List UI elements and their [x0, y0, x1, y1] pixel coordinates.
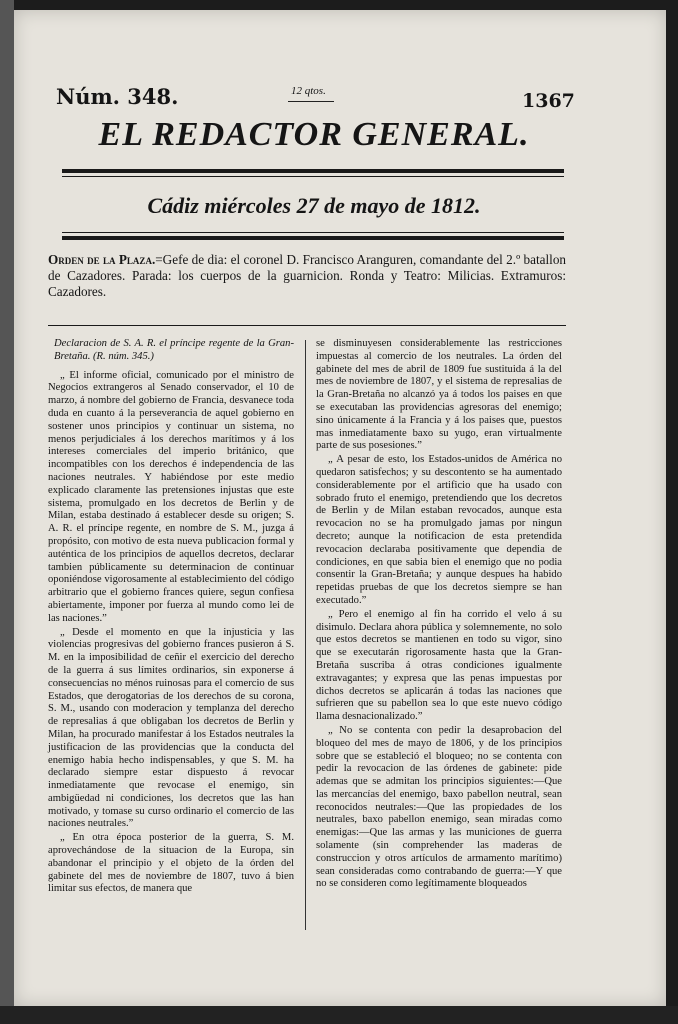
orden-de-la-plaza	[48, 252, 566, 300]
issue-number: Núm. 348.	[56, 84, 179, 109]
article-paragraph: „ A pesar de esto, los Estados-unidos de América no quedaron satisfechos; y su descontento se ha aumentado considerablemente por el artificio que ha usado con sobrado fruto el enemigo, pretendiendo que los decretos de Berlin y de Milan estaban revocados, aunque esta revocacion no se ha promulgado jamas por ningun decreto; aunque la notificacion de esta pretendida revocacion declaraba positivamente que dependia de condiciones, en que sabia bien el enemigo que no podia consentir la Gran-Bretaña; y aunque despues ha habido repetidas pruebas de que los decretos siempre se han executado.”	[316, 454, 562, 606]
article-paragraph: se disminuyesen considerablemente las restricciones impuestas al comercio de los neutrales. La órden del gabinete del mes de abril de 1809 fue sustituida á la del mes de noviembre de 1807, y el sistema de represalias de la Gran-Bretaña no alcanzó ya á todos los paises en que se executaban las providencias agresoras del enemigo; sino únicamente á la Francia y á los paises que, puestos mas inmediatamente baxo su yugo, eran virtualmente parte de sus posesiones.”	[316, 338, 562, 452]
page-bottom-shadow	[0, 1006, 678, 1024]
page-number: 1367	[522, 90, 575, 112]
orden-text: =Gefe de dia: el coronel D. Francisco Aranguren, comandante del 2.º batallon de Cazadores. Parada: los cuerpos de la guarnicion. Ronda y Teatro: Milicias. Extramuros: Cazadores.	[48, 252, 567, 299]
dateline: Cádiz miércoles 27 de mayo de 1812.	[147, 193, 481, 218]
orden-label: Orden de la Plaza.	[48, 252, 156, 267]
left-column	[48, 338, 294, 897]
declaration-heading: Declaracion de S. A. R. el príncipe regente de la Gran-Bretaña. (R. núm. 345.)	[54, 338, 294, 362]
title-rule-thin	[62, 176, 564, 177]
article-paragraph: „ En otra época posterior de la guerra, S. M. aprovechándose de la situacion de la Europa, sin abandonar el principio y el objeto de la órden del gabinete del mes de noviembre de 1807, tuvo á bien limitar sus efectos, de manera que	[48, 832, 294, 895]
price-underline	[288, 101, 334, 102]
article-paragraph: „ No se contenta con pedir la desaprobacion del bloqueo del mes de mayo de 1806, y de los principios sobre que se estableció el bloqueo; no se contenta con pedir la revocacion de las órdenes de gabinete: pide ademas que se admitan los principios siguientes:—Que las mercancías del enemigo, baxo pabellon neutral, sean reconocidos neutrales:—Que las propiedades de los neutrales, baxo pabellon enemigo, sean miradas como enemigas:—Que las armas y las municiones de guerra solamente (sin comprehender las maderas de construccion y otros artículos de armamento marítimo) sean consideradas como contrabando de guerra:—Y que no se consideren como legítimamente bloqueados	[316, 724, 562, 890]
article-paragraph: „ Desde el momento en que la injusticia y las violencias progresivas del gobierno frances pusieron á S. M. en la imposibilidad de ceñir el exercicio del derecho de la guerra á sus límites ordinarios, sin exponerse á consecuencias no ménos ruinosas para el comercio de sus Estados, que derogatorias de los derechos de su corona, S. M., usando con moderacion y templanza del derecho de represalias á que obligaban los decretos de Berlin y Milan, ha procurado manifestar á los Estados neutrales la justificacion de las providencias que la conducta del enemigo habia hecho indispensables, y que S. M. ha declarado siempre estar dispuesto á revocar inmediatamente que revocase el enemigo, sin ambigüedad ni condiciones, los decretos que las han motivado, y tomase su curso ordinario el comercio de las naciones neutrales.”	[48, 626, 294, 830]
right-column	[316, 338, 562, 892]
column-divider	[305, 340, 306, 930]
dateline-rule-thin	[62, 232, 564, 233]
price-note: 12 qtos.	[291, 85, 326, 97]
dateline-rule-thick	[62, 236, 564, 240]
section-rule	[48, 325, 566, 326]
title-rule-thick	[62, 169, 564, 173]
article-paragraph: „ El informe oficial, comunicado por el ministro de Negocios extrangeros al Senado conservador, el 10 de marzo, á nombre del gobierno de Francia, desvanece toda duda en cuanto á la perseverancia de aquel gobierno en sostener unos principios y continuar un sistema, no menos perjudiciales á los derechos marítimos y á los intereses comerciales del imperio británico, que incompatibles con los derechos é independencia de las naciones neutrales. Y habiéndose por este medio explicado claramente las pretensiones injustas que este sistema, promulgado en los decretos de Berlin y de Milan, estaba destinado á establecer desde su origen; S. A. R. el príncipe regente, en nombre de S. M., juzga á propósito, con motivo de esta nueva publicacion formal y auténtica de los principios de aquellos decretos, declarar tambien públicamente su determinacion de continuar oponiéndose vigorosamente al establecimiento del código arbitrario que el gobierno frances quiere, segun confiesa abiertamente, imponer por fuerza al mundo como lei de las naciones.”	[48, 369, 294, 624]
newspaper-title: EL REDACTOR GENERAL.	[98, 116, 530, 153]
article-paragraph: „ Pero el enemigo al fin ha corrido el velo á su disimulo. Declara ahora pública y solemnemente, no solo que estos decretos se mantienen en todo su vigor, sino que se executarán rigorosamente hasta que la Gran-Bretaña suscriba á otras condiciones igualmente extravagantes; y expresa que las penas impuestas por dichos decretos se aplicarán á todas las naciones que sufrieren que su pabellon sea lo que este nuevo código llama desnacionalizado.”	[316, 608, 562, 723]
book-spine-edge	[0, 0, 14, 1024]
